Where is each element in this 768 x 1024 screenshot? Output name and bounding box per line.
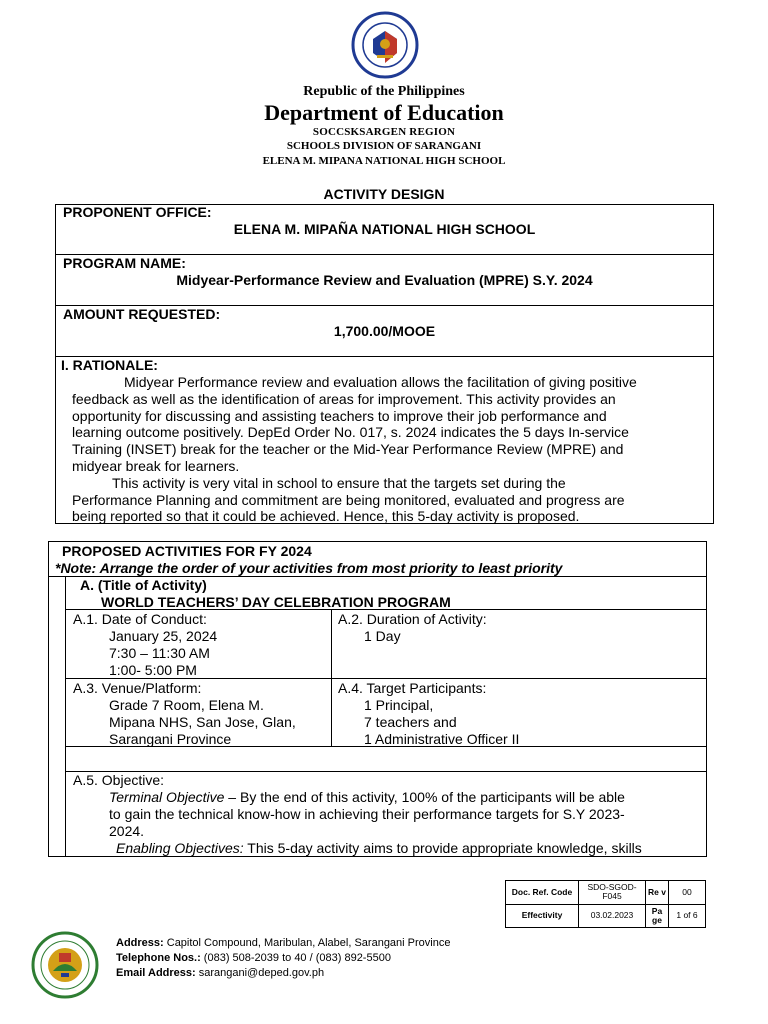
proponent-value: ELENA M. MIPAÑA NATIONAL HIGH SCHOOL: [233, 221, 536, 237]
terminal-objective-line: to gain the technical know-how in achieving their performance targets for S.Y 2023-: [109, 806, 625, 822]
participants-label: A.4. Target Participants:: [338, 680, 487, 696]
document-title: ACTIVITY DESIGN: [323, 186, 445, 202]
page-label: Pa ge: [646, 904, 669, 928]
rationale-line: Midyear Performance review and evaluation allows the facilitation of giving positive: [124, 374, 637, 390]
document-reference-box: [505, 880, 706, 928]
revision-label: Re v: [646, 881, 669, 905]
priority-note: *Note: Arrange the order of your activities from most priority to least priority: [55, 560, 563, 576]
rationale-line: This activity is very vital in school to ensure that the targets set during the: [112, 474, 566, 491]
proponent-label: PROPONENT OFFICE:: [63, 204, 212, 220]
footer-email: [116, 966, 324, 980]
effectivity-label: Effectivity: [506, 904, 579, 928]
venue-line: Sarangani Province: [109, 731, 232, 747]
proposed-heading: PROPOSED ACTIVITIES FOR FY 2024: [62, 543, 312, 559]
venue-platform: [73, 680, 296, 748]
footer-telephone: [116, 951, 391, 965]
doc-ref-code-label: Doc. Ref. Code: [506, 881, 579, 905]
duration-value: 1 Day: [364, 628, 401, 644]
header-division: SCHOOLS DIVISION OF SARANGANI: [286, 140, 482, 152]
objective-label: A.5. Objective:: [73, 772, 165, 788]
amount-value: 1,700.00/MOOE: [333, 323, 436, 339]
time-line: 7:30 – 11:30 AM: [109, 645, 210, 661]
doc-ref-code-value: SDO-SGOD-F045: [579, 881, 646, 905]
effectivity-value: 03.02.2023: [579, 904, 646, 928]
rationale-line: midyear break for learners.: [72, 457, 240, 474]
duration-label: A.2. Duration of Activity:: [338, 611, 487, 627]
deped-seal-icon: [351, 11, 419, 79]
terminal-objective-text: – By the end of this activity, 100% of the participants will be able: [224, 789, 625, 805]
division-seal-icon: [31, 931, 99, 999]
footer-address: [116, 936, 450, 950]
venue-label: A.3. Venue/Platform:: [73, 680, 202, 696]
activity-title-label: A. (Title of Activity): [80, 577, 207, 593]
activity-title-value: WORLD TEACHERS’ DAY CELEBRATION PROGRAM: [101, 594, 451, 610]
rationale-line: feedback as well as the identification of areas for improvement. This activity provides an: [72, 390, 616, 407]
table-column-line: [331, 609, 332, 746]
participants-line: 1 Administrative Officer II: [364, 731, 520, 747]
program-value: Midyear-Performance Review and Evaluation (MPRE) S.Y. 2024: [176, 272, 593, 288]
amount-label: AMOUNT REQUESTED:: [63, 306, 221, 322]
date-line: January 25, 2024: [109, 628, 218, 644]
terminal-objective-label: Terminal Objective: [109, 789, 225, 805]
target-participants: [338, 680, 519, 748]
enabling-objectives-text: This 5-day activity aims to provide appropriate knowledge, skills: [243, 840, 642, 856]
participants-line: 1 Principal,: [364, 697, 434, 713]
page-value: 1 of 6: [669, 904, 706, 928]
duration-of-activity: [338, 611, 487, 645]
telephone-value: (083) 508-2039 to 40 / (083) 892-5500: [200, 952, 391, 964]
rationale-line: being reported so that it could be achieved. Hence, this 5-day activity is proposed.: [72, 508, 580, 525]
participants-line: 7 teachers and: [364, 714, 457, 730]
rationale-line: opportunity for discussing and assisting teachers to improve their job performance and: [72, 407, 607, 424]
venue-line: Grade 7 Room, Elena M.: [109, 697, 264, 713]
revision-value: 00: [669, 881, 706, 905]
header-region: SOCCSKSARGEN REGION: [312, 126, 456, 138]
terminal-objective-line: 2024.: [109, 823, 145, 839]
email-label: Email Address:: [116, 967, 196, 979]
venue-line: Mipana NHS, San Jose, Glan,: [109, 714, 296, 730]
time-line: 1:00- 5:00 PM: [109, 662, 197, 678]
enabling-objectives-label: Enabling Objectives:: [116, 840, 244, 856]
rationale-line: learning outcome positively. DepEd Order No. 017, s. 2024 indicates the 5 days In-service: [72, 424, 629, 441]
address-label: Address:: [116, 937, 164, 949]
objective-section: [73, 772, 703, 857]
date-of-conduct: [73, 611, 217, 679]
rationale-line: Performance Planning and commitment are being monitored, evaluated and progress are: [72, 491, 625, 508]
header-republic: Republic of the Philippines: [303, 84, 465, 99]
address-value: Capitol Compound, Maribulan, Alabel, Sarangani Province: [163, 937, 451, 949]
rationale-text: [72, 374, 712, 525]
email-value[interactable]: sarangani@deped.gov.ph: [195, 967, 325, 979]
date-label: A.1. Date of Conduct:: [73, 611, 207, 627]
program-label: PROGRAM NAME:: [63, 255, 186, 271]
header-school: ELENA M. MIPANA NATIONAL HIGH SCHOOL: [262, 155, 506, 167]
telephone-label: Telephone Nos.:: [116, 952, 201, 964]
header-department: Department of Education: [264, 100, 504, 125]
rationale-label: I. RATIONALE:: [61, 357, 158, 373]
rationale-line: Training (INSET) break for the teacher or the Mid-Year Performance Review (MPRE) and: [72, 441, 624, 458]
table-column-line: [65, 576, 66, 857]
